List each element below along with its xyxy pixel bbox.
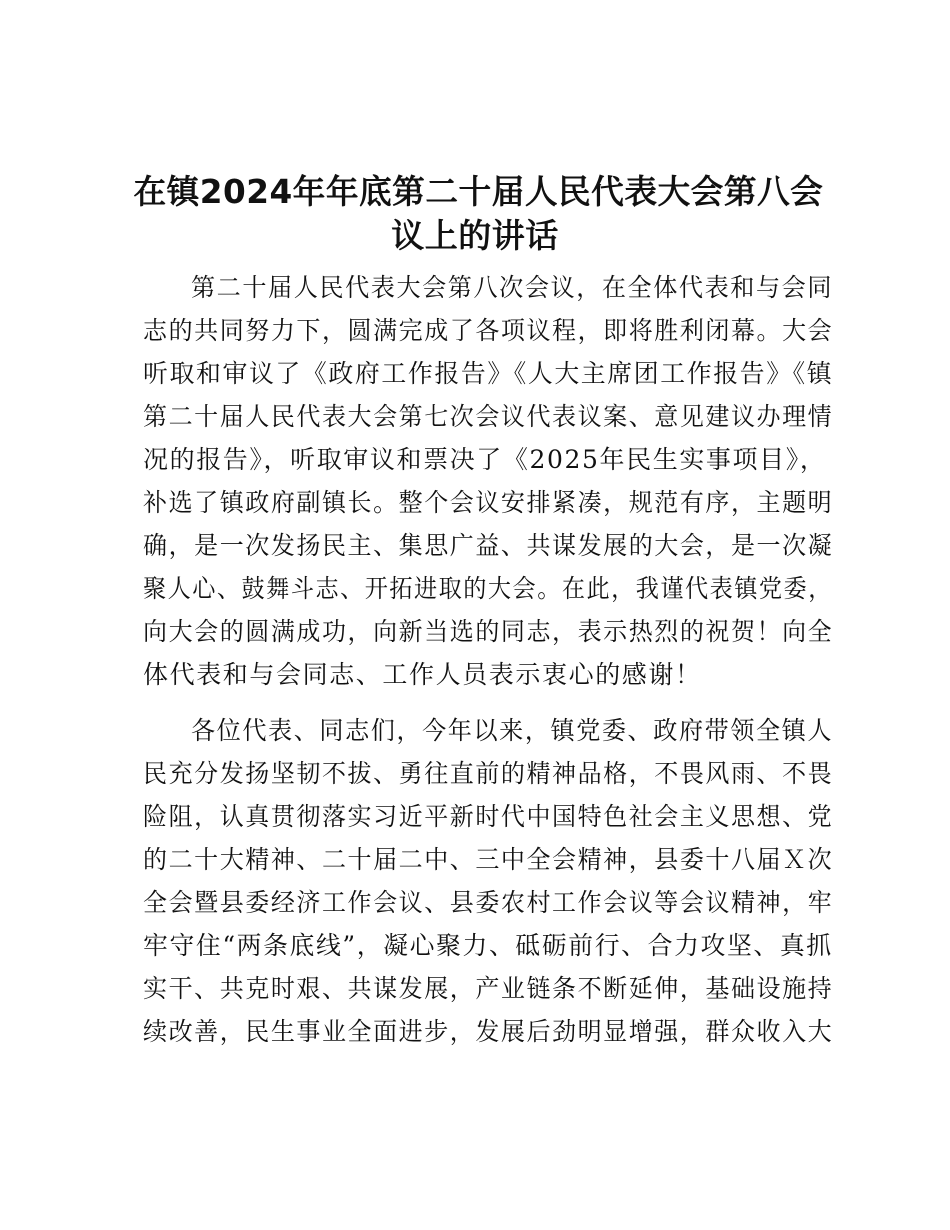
- title-line-1: 在镇2024年年底第二十届人民代表大会第八会: [133, 172, 824, 211]
- text-line: 牢守住“两条底线”，凝心聚力、砥砺前行、合力攻坚、真抓: [143, 931, 833, 960]
- text-line: 聚人心、鼓舞斗志、开拓进取的大会。在此，我谨代表镇党委，: [143, 574, 833, 603]
- text-line: 向大会的圆满成功，向新当选的同志，表示热烈的祝贺！向全: [143, 617, 834, 646]
- text-line: 第二十届人民代表大会第八次会议，在全体代表和与会同: [191, 273, 834, 302]
- text-line: 民充分发扬坚韧不拔、勇往直前的精神品格，不畏风雨、不畏: [143, 759, 834, 788]
- text-line: 全会暨县委经济工作会议、县委农村工作会议等会议精神，牢: [143, 888, 834, 917]
- text-line: 况的报告》，听取审议和票决了《2025年民生实事项目》，: [143, 445, 827, 474]
- text-line: 第二十届人民代表大会第七次会议代表议案、意见建议办理情: [143, 402, 834, 431]
- text-line: 补选了镇政府副镇长。整个会议安排紧凑，规范有序，主题明: [143, 488, 834, 517]
- text-line: 志的共同努力下，圆满完成了各项议程，即将胜利闭幕。大会: [143, 316, 834, 345]
- text-line: 实干、共克时艰、共谋发展，产业链条不断延伸，基础设施持: [143, 974, 834, 1003]
- text-line: 各位代表、同志们，今年以来，镇党委、政府带领全镇人: [191, 716, 834, 745]
- text-line: 体代表和与会同志、工作人员表示衷心的感谢！: [143, 660, 702, 689]
- text-line: 听取和审议了《政府工作报告》《人大主席团工作报告》《镇: [143, 359, 834, 388]
- text-line: 的二十大精神、二十届二中、三中全会精神，县委十八届Ｘ次: [143, 845, 834, 874]
- text-line: 确，是一次发扬民主、集思广益、共谋发展的大会，是一次凝: [143, 531, 834, 560]
- text-line: 续改善，民生事业全面进步，发展后劲明显增强，群众收入大: [143, 1017, 834, 1046]
- title-line-2: 议上的讲话: [391, 216, 559, 255]
- text-line: 险阻，认真贯彻落实习近平新时代中国特色社会主义思想、党: [143, 802, 834, 831]
